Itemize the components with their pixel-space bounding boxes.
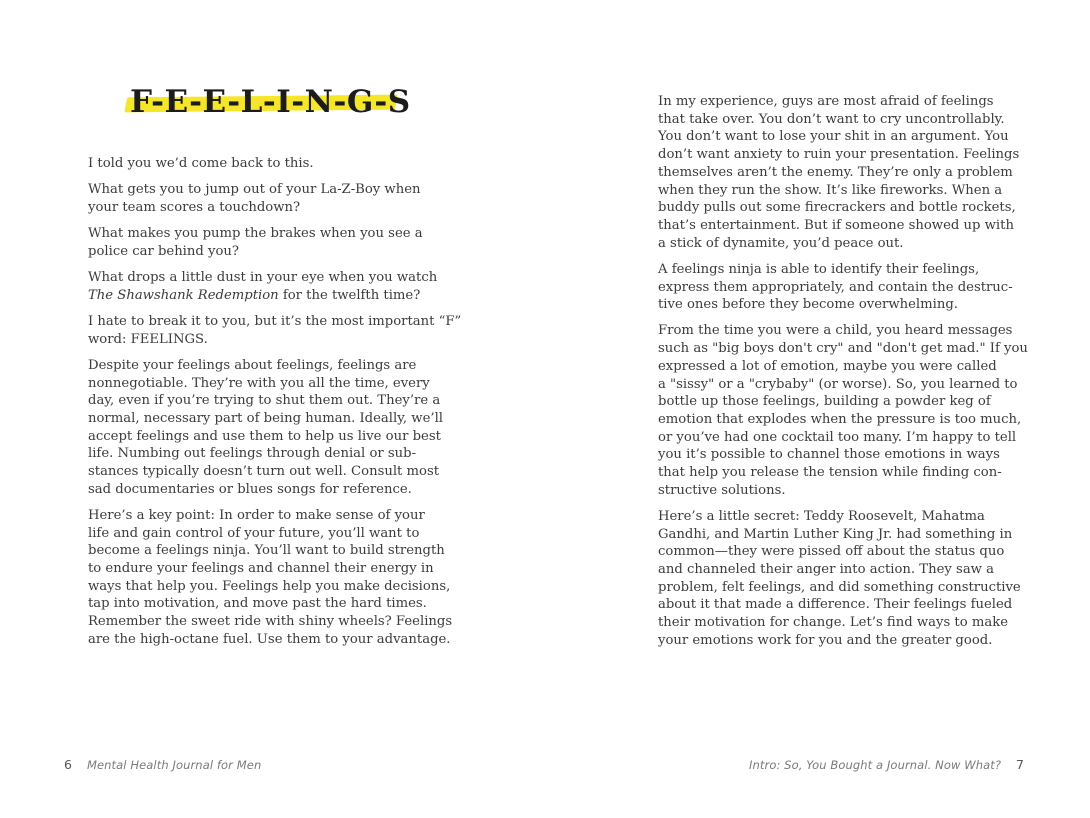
- left-footer: [64, 757, 261, 772]
- text-line: and channeled their anger into action. They saw a: [658, 562, 995, 578]
- paragraph: [88, 507, 453, 649]
- text-line: problem, felt feelings, and did something constructive: [658, 579, 1021, 595]
- page-number: 6: [64, 757, 72, 772]
- text-line: Remember the sweet ride with shiny wheels? Feelings: [88, 614, 453, 630]
- paragraph: [88, 155, 433, 173]
- text-line: a stick of dynamite, you’d peace out.: [658, 235, 904, 251]
- text-line: sad documentaries or blues songs for reference.: [88, 481, 412, 497]
- text-line: nonnegotiable. They’re with you all the time, every: [88, 375, 430, 391]
- text-line: buddy pulls out some firecrackers and bottle rockets,: [658, 200, 1016, 216]
- left-body-text: [88, 155, 462, 657]
- text-line: What gets you to jump out of your La-Z-Boy when: [88, 182, 421, 198]
- text-line: normal, necessary part of being human. Ideally, we’ll: [88, 410, 444, 426]
- text-line: Gandhi, and Martin Luther King Jr. had something in: [658, 526, 1013, 542]
- text-line: life and gain control of your future, you’ll want to: [88, 525, 420, 541]
- text-line: police car behind you?: [88, 243, 239, 259]
- text-line: Here’s a key point: In order to make sense of your: [88, 507, 425, 523]
- text-line: are the high-octane fuel. Use them to your advantage.: [88, 631, 451, 647]
- text-line: From the time you were a child, you heard messages: [658, 323, 1013, 339]
- right-body-text: [658, 93, 1028, 658]
- paragraph: [658, 261, 1013, 314]
- paragraph: [658, 508, 1021, 650]
- text-line: tap into motivation, and move past the hard times.: [88, 596, 427, 612]
- text-line: Here’s a little secret: Teddy Roosevelt, Mahatma: [658, 508, 985, 524]
- text-line: In my experience, guys are most afraid of feelings: [658, 94, 994, 109]
- text-line: [88, 287, 433, 305]
- paragraph: [658, 93, 1020, 252]
- text-line: structive solutions.: [658, 482, 786, 498]
- text-line: What makes you pump the brakes when you see a: [88, 226, 423, 242]
- chapter-heading: [130, 80, 411, 130]
- heading-text: F-E-E-L-I-N-G-S: [130, 84, 411, 120]
- text-line: that’s entertainment. But if someone showed up with: [658, 217, 1014, 233]
- text-line: you it’s possible to channel those emotions in ways: [658, 447, 1000, 463]
- text-line: expressed a lot of emotion, maybe you were called: [658, 358, 997, 374]
- text-line: A feelings ninja is able to identify their feelings,: [658, 261, 980, 277]
- text-line: to endure your feelings and channel their energy in: [88, 561, 434, 577]
- movie-suffix: for the twelfth time?: [278, 287, 421, 303]
- text-line: that help you release the tension while finding con-: [658, 465, 1002, 481]
- movie-title: The Shawshank Redemption: [88, 287, 279, 303]
- text-line: bottle up those feelings, building a powder keg of: [658, 394, 991, 410]
- text-line: What drops a little dust in your eye when you watch: [88, 270, 438, 286]
- text-line: life. Numbing out feelings through denial or sub-: [88, 446, 417, 462]
- text-line: day, even if you’re trying to shut them out. They’re a: [88, 393, 441, 409]
- right-footer: [749, 757, 1024, 772]
- text-line: tive ones before they become overwhelming.: [658, 297, 958, 313]
- paragraph: [88, 313, 462, 348]
- page-number: 7: [1016, 757, 1024, 772]
- text-line: such as "big boys don't cry" and "don't get mad." If you: [658, 341, 1028, 357]
- paragraph: [88, 357, 444, 499]
- text-line: You don’t want to lose your shit in an argument. You: [658, 129, 1009, 145]
- text-line: when they run the show. It’s like fireworks. When a: [658, 182, 1003, 198]
- text-line: themselves aren’t the enemy. They’re only a problem: [658, 164, 1013, 180]
- text-line: that take over. You don’t want to cry uncontrollably.: [658, 111, 1005, 127]
- text-line: become a feelings ninja. You’ll want to build strength: [88, 543, 445, 559]
- text-line: I hate to break it to you, but it’s the most important “F”: [88, 313, 462, 329]
- text-line: accept feelings and use them to help us live our best: [88, 428, 441, 444]
- text-line: common—they were pissed off about the status quo: [658, 544, 1005, 560]
- text-line: I told you we’d come back to this.: [88, 156, 314, 171]
- right-page: [545, 0, 1090, 818]
- text-line: your team scores a touchdown?: [88, 199, 301, 215]
- running-head-chapter-title: Intro: So, You Bought a Journal. Now What?: [749, 758, 1002, 772]
- text-line: emotion that explodes when the pressure is too much,: [658, 411, 1022, 427]
- paragraph: [88, 225, 433, 260]
- text-line: or you’ve had one cocktail too many. I’m happy to tell: [658, 429, 1017, 445]
- text-line: ways that help you. Feelings help you make decisions,: [88, 578, 451, 594]
- text-line: your emotions work for you and the greater good.: [658, 632, 993, 648]
- text-line: a "sissy" or a "crybaby" (or worse). So, you learned to: [658, 376, 1018, 392]
- text-line: don’t want anxiety to ruin your presentation. Feelings: [658, 147, 1020, 163]
- paragraph: [658, 322, 1028, 499]
- running-head-book-title: Mental Health Journal for Men: [86, 758, 262, 772]
- text-line: Despite your feelings about feelings, feelings are: [88, 357, 417, 373]
- text-line: word: FEELINGS.: [88, 331, 208, 347]
- text-line: their motivation for change. Let’s find ways to make: [658, 615, 1008, 631]
- text-line: stances typically doesn’t turn out well. Consult most: [88, 464, 440, 480]
- paragraph: [88, 269, 438, 304]
- text-line: express them appropriately, and contain the destruc-: [658, 279, 1013, 295]
- text-line: about it that made a difference. Their feelings fueled: [658, 597, 1013, 613]
- paragraph: [88, 181, 433, 216]
